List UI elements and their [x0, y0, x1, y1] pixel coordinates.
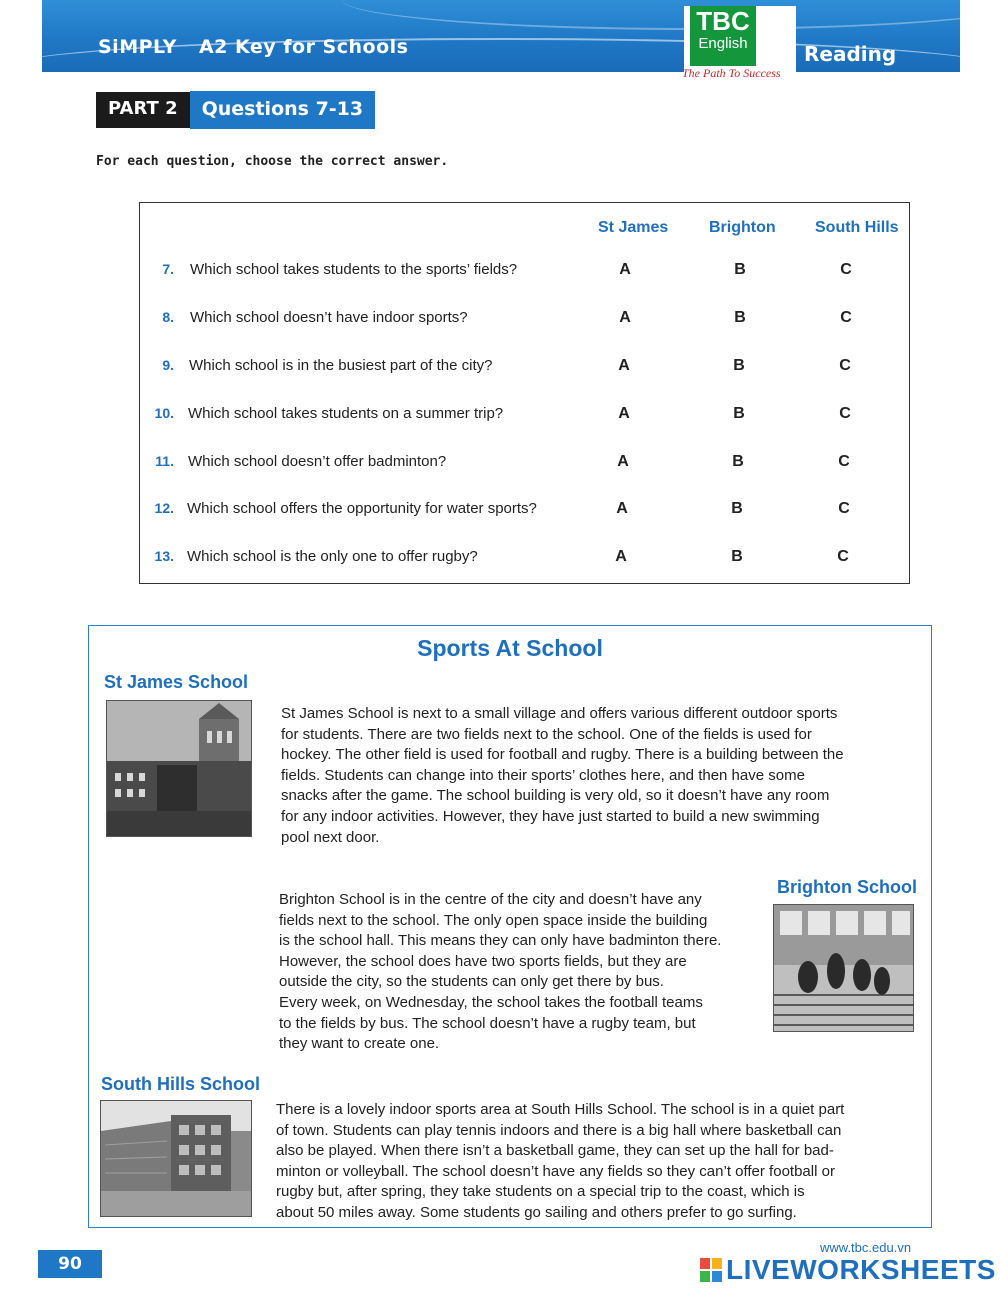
paragraph-line: pool next door. — [281, 828, 380, 846]
paragraph-line: minton or volleyball. The school doesn’t have any fields so they can’t offer football or — [276, 1162, 835, 1180]
paragraph-line: Every week, on Wednesday, the school takes the football teams — [279, 993, 703, 1011]
paragraph-line: also be played. When there isn’t a basketball game, they can set up the hall for bad- — [276, 1142, 834, 1160]
paragraph-brighton — [279, 890, 779, 1055]
paragraph-line: they want to create one. — [279, 1035, 440, 1053]
question-number: 13. — [154, 548, 174, 564]
question-row — [140, 500, 909, 530]
question-row — [140, 261, 909, 291]
question-text: Which school takes students to the sports’ fields? — [190, 261, 518, 278]
option-b[interactable]: B — [733, 357, 745, 374]
school-heading-south-hills: South Hills School — [101, 1074, 261, 1094]
website-link[interactable]: www.tbc.edu.vn — [820, 1240, 912, 1255]
instruction-text: For each question, choose the correct answer. — [96, 154, 449, 169]
paragraph-line: about 50 miles away. Some students go sailing and others prefer to go surfing. — [276, 1203, 797, 1221]
south-hills-school-image — [101, 1101, 252, 1217]
option-c[interactable]: C — [837, 548, 849, 565]
option-b[interactable]: B — [731, 548, 743, 565]
question-row — [140, 453, 909, 483]
option-a[interactable]: A — [616, 500, 628, 517]
paragraph-st-james — [281, 704, 921, 848]
part-label — [96, 92, 375, 128]
question-number: 11. — [155, 453, 174, 469]
option-a[interactable]: A — [618, 405, 630, 422]
paragraph-line: rugby but, after spring, they take students on a special trip to the coast, which is — [276, 1183, 805, 1201]
question-text: Which school doesn’t have indoor sports? — [190, 309, 468, 326]
st-james-school-image — [107, 701, 252, 837]
book-series-title — [98, 36, 408, 58]
book-title: A2 Key for Schools — [198, 36, 409, 58]
option-b[interactable]: B — [734, 261, 746, 278]
option-b[interactable]: B — [732, 453, 744, 470]
option-b[interactable]: B — [733, 405, 745, 422]
section-name: Reading — [804, 42, 897, 66]
paragraph-line: of town. Students can play tennis indoors and there is a big hall where basketball can — [276, 1121, 842, 1139]
question-text: Which school doesn’t offer badminton? — [188, 453, 447, 470]
logo-english-text: English — [698, 35, 748, 52]
paragraph-line: is the school hall. This means they can only have badminton there. — [279, 932, 722, 950]
part-number: PART 2 — [96, 92, 190, 128]
paragraph-line: for any indoor activities. However, they have just started to build a new swimming — [281, 807, 820, 825]
series-name: SiMPLY — [98, 36, 177, 58]
question-number: 9. — [162, 357, 174, 373]
question-row — [140, 548, 909, 578]
paragraph-line: Brighton School is in the centre of the city and doesn’t have any — [279, 891, 702, 908]
paragraph-line: However, the school does have two sports fields, but they are — [279, 952, 687, 970]
option-a[interactable]: A — [618, 357, 630, 374]
paragraph-line: hockey. The other field is used for football and rugby. There is a building between the — [281, 746, 844, 764]
paragraph-line: to the fields by bus. The school doesn’t have a rugby team, but — [279, 1014, 696, 1032]
brighton-school-image — [774, 905, 914, 1032]
option-a[interactable]: A — [619, 309, 631, 326]
question-text: Which school takes students on a summer trip? — [188, 405, 504, 422]
question-text: Which school is in the busiest part of the city? — [189, 357, 493, 374]
paragraph-line: fields. Students can change into their sports’ clothes here, and then have some — [281, 766, 805, 784]
question-text: Which school offers the opportunity for water sports? — [187, 500, 537, 517]
question-row — [140, 309, 909, 339]
question-number: 12. — [154, 500, 174, 516]
brighton-school-photo — [773, 904, 914, 1032]
tbc-logo-box — [690, 6, 756, 66]
paragraph-south-hills — [276, 1100, 924, 1224]
st-james-school-photo — [106, 700, 252, 837]
liveworksheets-brand — [700, 1254, 996, 1286]
question-text: Which school is the only one to offer rugby? — [187, 548, 478, 565]
logo-tbc-text: TBC — [696, 6, 750, 36]
option-a[interactable]: A — [619, 261, 631, 278]
question-row — [140, 405, 909, 435]
option-b[interactable]: B — [731, 500, 743, 517]
paragraph-line: There is a lovely indoor sports area at South Hills School. The school is in a quiet part — [276, 1101, 845, 1118]
reading-title: Sports At School — [417, 635, 603, 661]
question-table — [139, 202, 910, 584]
paragraph-line: outside the city, so the students can only get there by bus. — [279, 973, 664, 991]
column-header-brighton: Brighton — [709, 219, 776, 236]
option-c[interactable]: C — [838, 453, 850, 470]
question-number: 8. — [162, 309, 174, 325]
paragraph-line: St James School is next to a small village and offers various different outdoor sports — [281, 705, 838, 722]
paragraph-line: for students. There are two fields next to the school. One of the fields is used for — [281, 725, 812, 743]
south-hills-school-photo — [100, 1100, 252, 1217]
option-b[interactable]: B — [734, 309, 746, 326]
tbc-logo — [684, 6, 796, 82]
paragraph-line: fields next to the school. The only open space inside the building — [279, 911, 708, 929]
option-c[interactable]: C — [838, 500, 850, 517]
question-range: Questions 7-13 — [190, 91, 376, 129]
option-a[interactable]: A — [617, 453, 629, 470]
option-a[interactable]: A — [615, 548, 627, 565]
logo-tagline: The Path To Success — [682, 66, 781, 80]
reading-text-box — [88, 625, 932, 1228]
option-c[interactable]: C — [840, 261, 852, 278]
paragraph-line: snacks after the game. The school building is very old, so it doesn’t have any room — [281, 787, 830, 805]
banner-swoosh-top — [342, 0, 960, 30]
page-number: 90 — [38, 1250, 102, 1278]
question-row — [140, 357, 909, 387]
liveworksheets-logo-text: LIVEWORKSHEETS — [726, 1254, 996, 1285]
question-number: 10. — [154, 405, 174, 421]
school-heading-st-james: St James School — [104, 672, 249, 692]
question-number: 7. — [162, 261, 174, 277]
column-header-st-james: St James — [598, 219, 669, 236]
option-c[interactable]: C — [839, 405, 851, 422]
option-c[interactable]: C — [839, 357, 851, 374]
school-heading-brighton: Brighton School — [777, 877, 917, 897]
liveworksheets-icon — [700, 1258, 722, 1282]
option-c[interactable]: C — [840, 309, 852, 326]
column-header-south-hills: South Hills — [815, 219, 899, 236]
